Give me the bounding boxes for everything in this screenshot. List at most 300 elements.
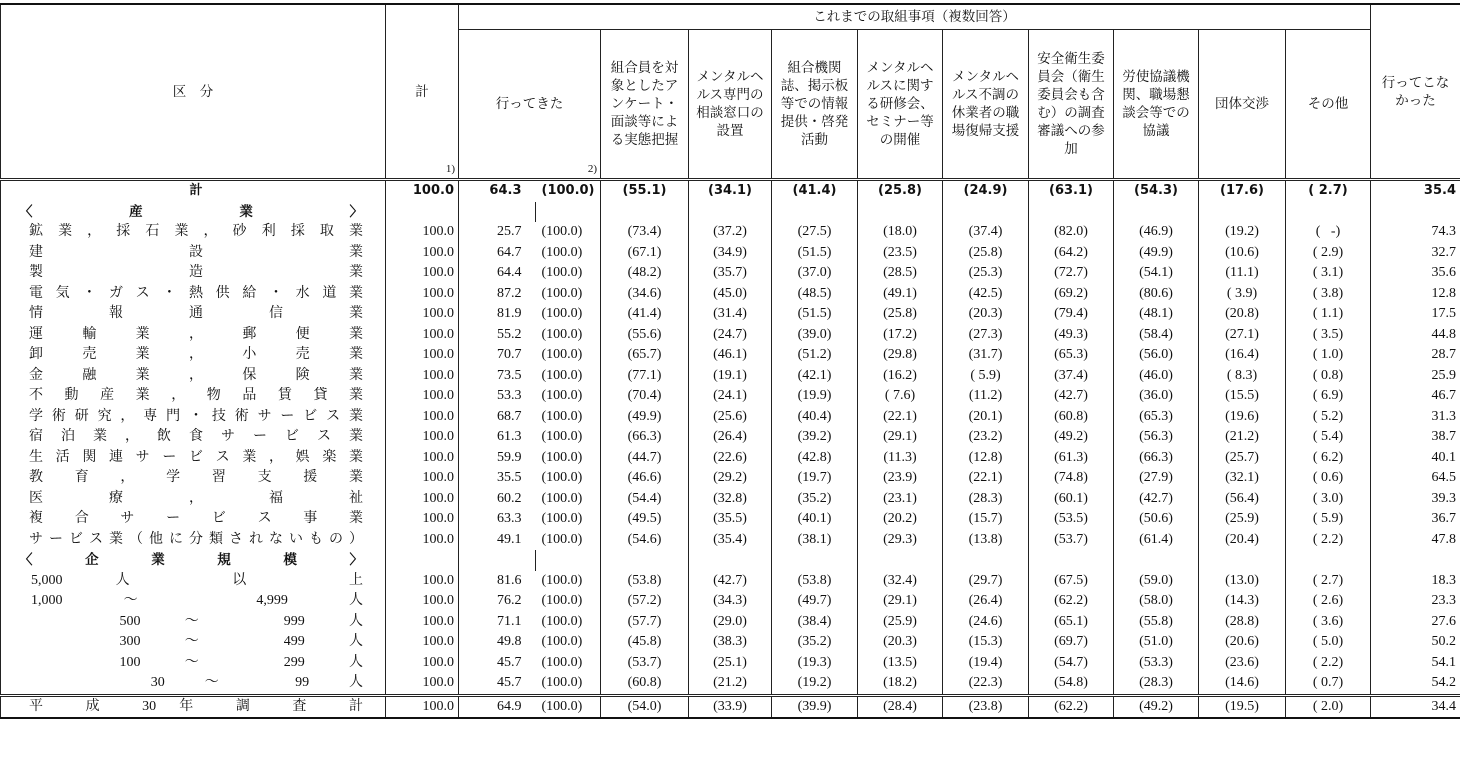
cell-item-0: (57.7) — [601, 612, 689, 633]
cell-item-4: (25.8) — [943, 243, 1029, 264]
cell-item-6: (48.1) — [1114, 304, 1199, 325]
cell-done-pct: (100.0) — [536, 284, 601, 305]
cell-item-4: (23.2) — [943, 427, 1029, 448]
row-label: 複 合 サ ー ビ ス 事 業 — [1, 509, 386, 530]
cell-item-8: ( 5.4) — [1286, 427, 1371, 448]
statistics-table — [0, 3, 1460, 719]
row-label: 学術研究，専門・技術サービス業 — [1, 407, 386, 428]
row-label: 電気・ガス・熱供給・水道業 — [1, 284, 386, 305]
cell-done: 55.2 — [459, 325, 536, 346]
cell-done: 49.8 — [459, 632, 536, 653]
cell-not-done: 40.1 — [1371, 448, 1460, 469]
table-row — [1, 427, 1460, 448]
cell-item-7: (19.2) — [1199, 222, 1286, 243]
cell-item-3: (25.8) — [858, 180, 943, 202]
cell-item-0: (67.1) — [601, 243, 689, 264]
cell-item-3: (23.5) — [858, 243, 943, 264]
cell-item-7: (10.6) — [1199, 243, 1286, 264]
cell-item-6: (80.6) — [1114, 284, 1199, 305]
cell-item-3: (23.1) — [858, 489, 943, 510]
cell-item-0: (46.6) — [601, 468, 689, 489]
cell-item-8: ( 2.6) — [1286, 591, 1371, 612]
cell-item-0: (54.4) — [601, 489, 689, 510]
cell-not-done: 27.6 — [1371, 612, 1460, 633]
cell-item-2: (35.2) — [772, 632, 858, 653]
table-row — [1, 468, 1460, 489]
table-row — [1, 202, 1460, 223]
cell-item-7: (14.3) — [1199, 591, 1286, 612]
cell-item-3: (29.1) — [858, 591, 943, 612]
cell-item-2: (19.7) — [772, 468, 858, 489]
cell-item-1: (26.4) — [689, 427, 772, 448]
cell-total: 100.0 — [386, 632, 459, 653]
cell-item-1: (29.0) — [689, 612, 772, 633]
cell-item-0: (70.4) — [601, 386, 689, 407]
cell-not-done: 47.8 — [1371, 530, 1460, 551]
cell-item-1: (19.1) — [689, 366, 772, 387]
cell-item-4: (23.8) — [943, 695, 1029, 718]
cell-item-8: ( 2.0) — [1286, 695, 1371, 718]
cell-item-1: (34.1) — [689, 180, 772, 202]
cell-done: 68.7 — [459, 407, 536, 428]
cell-done-pct: (100.0) — [536, 407, 601, 428]
cell-item-2: (19.3) — [772, 653, 858, 674]
cell-item-3: (11.3) — [858, 448, 943, 469]
header-total-label: 計 — [415, 83, 429, 100]
empty-cell — [1114, 550, 1199, 571]
cell-item-7: (25.7) — [1199, 448, 1286, 469]
cell-item-1: (24.1) — [689, 386, 772, 407]
row-label: 運 輸 業 ， 郵 便 業 — [1, 325, 386, 346]
cell-done-pct: (100.0) — [536, 325, 601, 346]
cell-item-3: (28.5) — [858, 263, 943, 284]
cell-item-7: (20.6) — [1199, 632, 1286, 653]
cell-item-8: ( 5.2) — [1286, 407, 1371, 428]
cell-item-4: (26.4) — [943, 591, 1029, 612]
table-row — [1, 653, 1460, 674]
cell-not-done: 12.8 — [1371, 284, 1460, 305]
footnote-2: 2) — [587, 163, 597, 175]
cell-item-2: (42.1) — [772, 366, 858, 387]
cell-not-done: 23.3 — [1371, 591, 1460, 612]
cell-item-5: (63.1) — [1029, 180, 1114, 202]
empty-cell — [1286, 550, 1371, 571]
cell-item-1: (35.5) — [689, 509, 772, 530]
empty-cell — [1029, 202, 1114, 223]
cell-item-8: ( 0.8) — [1286, 366, 1371, 387]
row-label: 平 成 30 年 調 査 計 — [1, 695, 386, 718]
cell-item-2: (48.5) — [772, 284, 858, 305]
cell-item-5: (74.8) — [1029, 468, 1114, 489]
cell-item-3: (17.2) — [858, 325, 943, 346]
cell-done: 73.5 — [459, 366, 536, 387]
cell-not-done: 39.3 — [1371, 489, 1460, 510]
cell-done-pct: (100.0) — [536, 345, 601, 366]
empty-cell — [943, 550, 1029, 571]
row-label: 〈 産 業 〉 — [1, 202, 386, 223]
cell-item-8: ( 3.5) — [1286, 325, 1371, 346]
cell-done-pct: (100.0) — [536, 448, 601, 469]
cell-item-4: (20.1) — [943, 407, 1029, 428]
cell-item-8: ( 2.2) — [1286, 653, 1371, 674]
cell-item-2: (39.0) — [772, 325, 858, 346]
table-row — [1, 571, 1460, 592]
cell-done: 71.1 — [459, 612, 536, 633]
cell-item-4: (28.3) — [943, 489, 1029, 510]
cell-not-done: 18.3 — [1371, 571, 1460, 592]
cell-item-5: (49.2) — [1029, 427, 1114, 448]
cell-item-7: (21.2) — [1199, 427, 1286, 448]
cell-item-3: (49.1) — [858, 284, 943, 305]
cell-item-8: ( 2.7) — [1286, 571, 1371, 592]
cell-item-5: (62.2) — [1029, 695, 1114, 718]
cell-item-5: (62.2) — [1029, 591, 1114, 612]
cell-not-done: 31.3 — [1371, 407, 1460, 428]
cell-item-3: (18.2) — [858, 673, 943, 695]
cell-item-1: (35.4) — [689, 530, 772, 551]
empty-cell — [1286, 202, 1371, 223]
table-row — [1, 345, 1460, 366]
header-done-label: 行ってきた — [495, 96, 564, 112]
table-row — [1, 448, 1460, 469]
cell-done: 64.7 — [459, 243, 536, 264]
table-row — [1, 407, 1460, 428]
empty-cell — [943, 202, 1029, 223]
cell-done: 70.7 — [459, 345, 536, 366]
cell-item-4: (42.5) — [943, 284, 1029, 305]
cell-item-5: (65.3) — [1029, 345, 1114, 366]
header-done — [459, 30, 601, 180]
cell-total: 100.0 — [386, 653, 459, 674]
cell-done-pct: (100.0) — [536, 695, 601, 718]
header-item-7: 団体交渉 — [1199, 30, 1286, 180]
empty-cell — [601, 202, 689, 223]
cell-item-0: (65.7) — [601, 345, 689, 366]
cell-item-7: ( 3.9) — [1199, 284, 1286, 305]
header-item-8: その他 — [1286, 30, 1371, 180]
cell-done: 25.7 — [459, 222, 536, 243]
row-label: 金 融 業 ， 保 険 業 — [1, 366, 386, 387]
empty-cell — [1199, 550, 1286, 571]
empty-cell — [1371, 550, 1460, 571]
cell-item-6: (27.9) — [1114, 468, 1199, 489]
cell-item-3: (28.4) — [858, 695, 943, 718]
cell-not-done: 38.7 — [1371, 427, 1460, 448]
cell-item-6: (58.0) — [1114, 591, 1199, 612]
cell-item-8: ( 5.9) — [1286, 509, 1371, 530]
cell-done-pct: (100.0) — [536, 530, 601, 551]
cell-item-5: (37.4) — [1029, 366, 1114, 387]
cell-item-3: (32.4) — [858, 571, 943, 592]
cell-done-pct: (100.0) — [536, 489, 601, 510]
cell-total: 100.0 — [386, 509, 459, 530]
row-label: 建 設 業 — [1, 243, 386, 264]
cell-total: 100.0 — [386, 530, 459, 551]
table-row — [1, 304, 1460, 325]
cell-total: 100.0 — [386, 407, 459, 428]
cell-total: 100.0 — [386, 489, 459, 510]
cell-not-done: 32.7 — [1371, 243, 1460, 264]
header-item-3: メンタルヘルスに関する研修会、セミナー等の開催 — [858, 30, 943, 180]
cell-item-5: (69.2) — [1029, 284, 1114, 305]
cell-item-0: (77.1) — [601, 366, 689, 387]
empty-cell — [536, 550, 601, 571]
cell-item-1: (37.2) — [689, 222, 772, 243]
cell-item-4: (24.6) — [943, 612, 1029, 633]
cell-item-1: (21.2) — [689, 673, 772, 695]
cell-item-4: (11.2) — [943, 386, 1029, 407]
cell-item-0: (49.5) — [601, 509, 689, 530]
cell-done: 49.1 — [459, 530, 536, 551]
header-item-5: 安全衛生委員会（衛生委員会も含む）の調査審議への参加 — [1029, 30, 1114, 180]
cell-item-1: (33.9) — [689, 695, 772, 718]
row-label: 100 ～ 299 人 — [1, 653, 386, 674]
cell-item-6: (28.3) — [1114, 673, 1199, 695]
cell-item-7: (32.1) — [1199, 468, 1286, 489]
row-label: 不動産業，物品賃貸業 — [1, 386, 386, 407]
cell-not-done: 36.7 — [1371, 509, 1460, 530]
cell-item-8: ( -) — [1286, 222, 1371, 243]
cell-item-2: (19.9) — [772, 386, 858, 407]
table-row — [1, 530, 1460, 551]
cell-item-2: (49.7) — [772, 591, 858, 612]
header-group: これまでの取組事項（複数回答） — [459, 4, 1371, 30]
empty-cell — [858, 202, 943, 223]
cell-item-3: (13.5) — [858, 653, 943, 674]
row-label: 卸 売 業 ， 小 売 業 — [1, 345, 386, 366]
cell-item-3: (23.9) — [858, 468, 943, 489]
cell-item-7: (20.8) — [1199, 304, 1286, 325]
row-label: 5,000 人 以 上 — [1, 571, 386, 592]
cell-item-0: (45.8) — [601, 632, 689, 653]
header-item-4: メンタルヘルス不調の休業者の職場復帰支援 — [943, 30, 1029, 180]
cell-item-8: ( 2.7) — [1286, 180, 1371, 202]
cell-done-pct: (100.0) — [536, 468, 601, 489]
cell-item-8: ( 3.6) — [1286, 612, 1371, 633]
cell-done-pct: (100.0) — [536, 427, 601, 448]
cell-total: 100.0 — [386, 284, 459, 305]
cell-item-8: ( 0.7) — [1286, 673, 1371, 695]
cell-item-8: ( 0.6) — [1286, 468, 1371, 489]
cell-done-pct: (100.0) — [536, 653, 601, 674]
cell-item-4: (12.8) — [943, 448, 1029, 469]
cell-item-6: (65.3) — [1114, 407, 1199, 428]
cell-not-done: 35.4 — [1371, 180, 1460, 202]
row-label: 計 — [1, 180, 386, 202]
cell-item-0: (53.7) — [601, 653, 689, 674]
header-item-6: 労使協議機関、職場懇談会等での協議 — [1114, 30, 1199, 180]
cell-done: 64.3 — [459, 180, 536, 202]
cell-item-1: (38.3) — [689, 632, 772, 653]
cell-item-4: (22.3) — [943, 673, 1029, 695]
cell-item-2: (41.4) — [772, 180, 858, 202]
cell-item-4: ( 5.9) — [943, 366, 1029, 387]
empty-cell — [1029, 550, 1114, 571]
cell-total: 100.0 — [386, 325, 459, 346]
cell-total: 100.0 — [386, 304, 459, 325]
cell-item-4: (27.3) — [943, 325, 1029, 346]
cell-done-pct: (100.0) — [536, 180, 601, 202]
cell-item-3: (20.3) — [858, 632, 943, 653]
cell-not-done: 54.2 — [1371, 673, 1460, 695]
cell-item-4: (19.4) — [943, 653, 1029, 674]
row-label: サービス業（他に分類されないもの） — [1, 530, 386, 551]
table-row — [1, 673, 1460, 695]
cell-done-pct: (100.0) — [536, 673, 601, 695]
table-row — [1, 509, 1460, 530]
cell-not-done: 74.3 — [1371, 222, 1460, 243]
cell-not-done: 46.7 — [1371, 386, 1460, 407]
table-row — [1, 180, 1460, 202]
cell-item-5: (54.8) — [1029, 673, 1114, 695]
cell-item-7: (15.5) — [1199, 386, 1286, 407]
cell-done: 45.7 — [459, 653, 536, 674]
cell-item-5: (60.1) — [1029, 489, 1114, 510]
cell-item-8: ( 1.1) — [1286, 304, 1371, 325]
cell-item-6: (50.6) — [1114, 509, 1199, 530]
cell-done-pct: (100.0) — [536, 366, 601, 387]
cell-not-done: 17.5 — [1371, 304, 1460, 325]
table-row — [1, 550, 1460, 571]
cell-done-pct: (100.0) — [536, 509, 601, 530]
cell-done: 64.9 — [459, 695, 536, 718]
cell-item-3: (29.1) — [858, 427, 943, 448]
cell-not-done: 28.7 — [1371, 345, 1460, 366]
cell-not-done: 34.4 — [1371, 695, 1460, 718]
cell-total: 100.0 — [386, 366, 459, 387]
cell-item-8: ( 1.0) — [1286, 345, 1371, 366]
row-label: 情 報 通 信 業 — [1, 304, 386, 325]
cell-not-done: 54.1 — [1371, 653, 1460, 674]
table-row — [1, 366, 1460, 387]
empty-cell — [689, 202, 772, 223]
cell-item-3: (29.3) — [858, 530, 943, 551]
cell-item-4: (15.7) — [943, 509, 1029, 530]
cell-item-1: (35.7) — [689, 263, 772, 284]
cell-item-3: (25.9) — [858, 612, 943, 633]
cell-total: 100.0 — [386, 180, 459, 202]
cell-done: 76.2 — [459, 591, 536, 612]
header-not-done: 行ってこなかった — [1371, 4, 1460, 180]
cell-total: 100.0 — [386, 386, 459, 407]
cell-item-6: (66.3) — [1114, 448, 1199, 469]
cell-item-5: (69.7) — [1029, 632, 1114, 653]
cell-item-2: (19.2) — [772, 673, 858, 695]
cell-not-done: 35.6 — [1371, 263, 1460, 284]
cell-item-5: (61.3) — [1029, 448, 1114, 469]
row-label: 500 ～ 999 人 — [1, 612, 386, 633]
cell-item-1: (31.4) — [689, 304, 772, 325]
cell-done: 60.2 — [459, 489, 536, 510]
cell-done: 61.3 — [459, 427, 536, 448]
cell-total: 100.0 — [386, 448, 459, 469]
cell-item-7: (16.4) — [1199, 345, 1286, 366]
row-label: 宿泊業，飲食サービス業 — [1, 427, 386, 448]
cell-item-1: (42.7) — [689, 571, 772, 592]
cell-item-5: (53.5) — [1029, 509, 1114, 530]
cell-item-7: (28.8) — [1199, 612, 1286, 633]
cell-done-pct: (100.0) — [536, 304, 601, 325]
cell-item-2: (51.5) — [772, 243, 858, 264]
empty-cell — [386, 550, 459, 571]
cell-item-5: (72.7) — [1029, 263, 1114, 284]
cell-item-2: (38.4) — [772, 612, 858, 633]
cell-item-0: (57.2) — [601, 591, 689, 612]
cell-item-5: (64.2) — [1029, 243, 1114, 264]
empty-cell — [601, 550, 689, 571]
cell-item-8: ( 3.1) — [1286, 263, 1371, 284]
cell-item-2: (51.5) — [772, 304, 858, 325]
cell-done: 59.9 — [459, 448, 536, 469]
cell-done: 53.3 — [459, 386, 536, 407]
cell-item-2: (37.0) — [772, 263, 858, 284]
table-row — [1, 263, 1460, 284]
cell-item-3: (22.1) — [858, 407, 943, 428]
cell-item-6: (54.1) — [1114, 263, 1199, 284]
cell-done: 81.9 — [459, 304, 536, 325]
cell-item-4: (22.1) — [943, 468, 1029, 489]
row-label: 30 ～ 99 人 — [1, 673, 386, 695]
row-label: 300 ～ 499 人 — [1, 632, 386, 653]
cell-item-4: (24.9) — [943, 180, 1029, 202]
cell-item-3: ( 7.6) — [858, 386, 943, 407]
cell-item-2: (40.4) — [772, 407, 858, 428]
cell-item-2: (42.8) — [772, 448, 858, 469]
cell-item-3: (25.8) — [858, 304, 943, 325]
cell-item-3: (16.2) — [858, 366, 943, 387]
cell-not-done: 50.2 — [1371, 632, 1460, 653]
cell-item-3: (20.2) — [858, 509, 943, 530]
row-label: 製 造 業 — [1, 263, 386, 284]
cell-item-1: (25.1) — [689, 653, 772, 674]
cell-item-1: (32.8) — [689, 489, 772, 510]
cell-item-1: (22.6) — [689, 448, 772, 469]
cell-item-2: (53.8) — [772, 571, 858, 592]
cell-item-7: ( 8.3) — [1199, 366, 1286, 387]
cell-item-6: (49.9) — [1114, 243, 1199, 264]
empty-cell — [1199, 202, 1286, 223]
empty-cell — [689, 550, 772, 571]
cell-item-1: (25.6) — [689, 407, 772, 428]
cell-item-7: (14.6) — [1199, 673, 1286, 695]
cell-item-2: (35.2) — [772, 489, 858, 510]
cell-item-2: (38.1) — [772, 530, 858, 551]
cell-done: 45.7 — [459, 673, 536, 695]
header-category: 区 分 — [1, 4, 386, 180]
header-item-0: 組合員を対象としたアンケート・面談等による実態把握 — [601, 30, 689, 180]
cell-item-0: (53.8) — [601, 571, 689, 592]
cell-item-5: (65.1) — [1029, 612, 1114, 633]
cell-item-5: (79.4) — [1029, 304, 1114, 325]
empty-cell — [459, 202, 536, 223]
cell-item-7: (11.1) — [1199, 263, 1286, 284]
cell-item-6: (54.3) — [1114, 180, 1199, 202]
cell-item-6: (55.8) — [1114, 612, 1199, 633]
cell-item-8: ( 6.2) — [1286, 448, 1371, 469]
empty-cell — [1371, 202, 1460, 223]
row-label: 1,000 ～ 4,999 人 — [1, 591, 386, 612]
cell-item-2: (40.1) — [772, 509, 858, 530]
cell-item-2: (39.2) — [772, 427, 858, 448]
table-row — [1, 591, 1460, 612]
row-label: 〈 企 業 規 模 〉 — [1, 550, 386, 571]
cell-item-2: (27.5) — [772, 222, 858, 243]
table-row — [1, 325, 1460, 346]
cell-item-0: (60.8) — [601, 673, 689, 695]
cell-total: 100.0 — [386, 468, 459, 489]
table-row — [1, 386, 1460, 407]
cell-done: 87.2 — [459, 284, 536, 305]
